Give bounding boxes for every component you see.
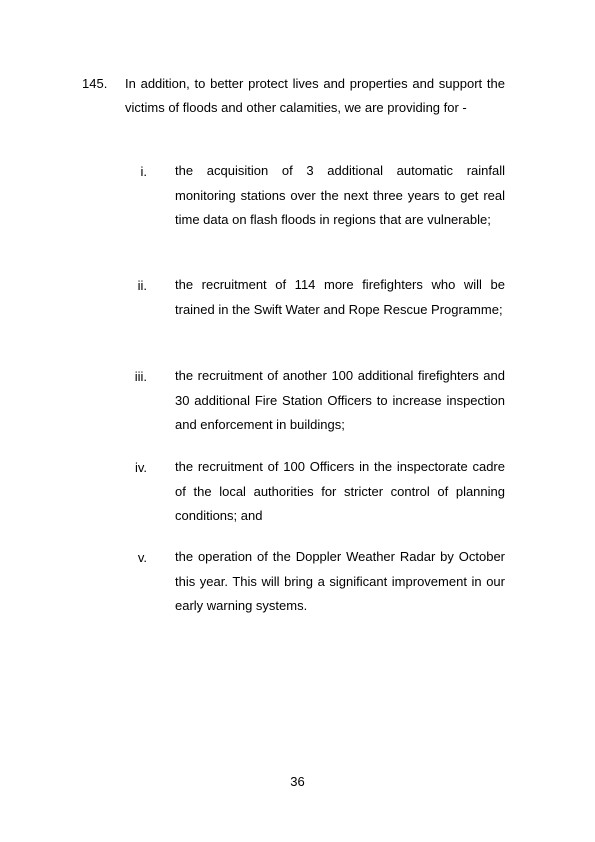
list-item-text: the operation of the Doppler Weather Radar by October this year. This will bring a significant improvement in our early warning systems.	[175, 549, 505, 613]
page-number: 36	[290, 774, 305, 789]
list-item-text: the acquisition of 3 additional automatic rainfall monitoring stations over the next three years to get real time data on flash floods in regions that are vulnerable;	[175, 163, 505, 227]
paragraph-number: 145.	[82, 76, 108, 91]
list-item-text: the recruitment of 114 more firefighters who will be trained in the Swift Water and Rope Rescue Programme;	[175, 277, 505, 317]
list-item-text: the recruitment of another 100 additional firefighters and 30 additional Fire Station Officers to increase inspection and enforcement in buildings;	[175, 368, 505, 432]
list-item-marker: iv.	[134, 460, 147, 475]
paragraph-intro: In addition, to better protect lives and properties and support the victims of floods and other calamities, we are providing for -	[125, 76, 505, 115]
list-item-marker: ii.	[137, 278, 147, 293]
list-item-marker: i.	[140, 164, 147, 179]
list-item-marker: iii.	[134, 369, 147, 384]
list-item-text: the recruitment of 100 Officers in the inspectorate cadre of the local authorities for stricter control of planning conditions; and	[175, 459, 505, 523]
list-item-marker: v.	[137, 550, 147, 565]
